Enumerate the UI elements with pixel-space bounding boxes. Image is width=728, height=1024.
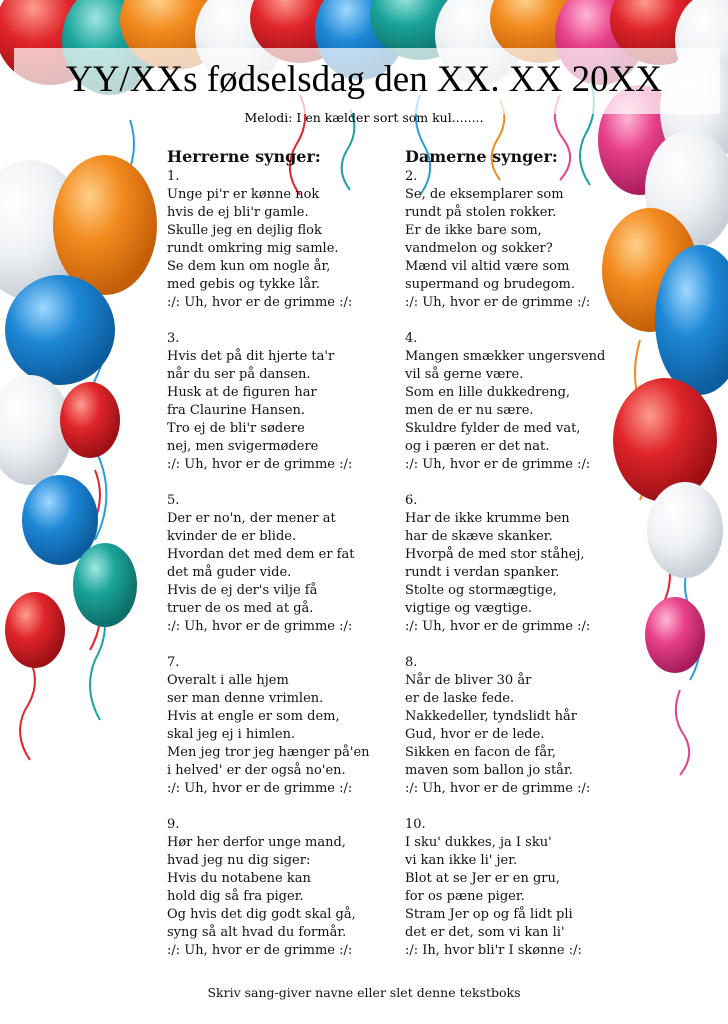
men-heading: Herrerne synger:	[167, 147, 321, 166]
verse-line: Er de ikke bare som,	[405, 223, 542, 238]
verse-number: 4.	[405, 331, 418, 346]
verse-line: vandmelon og sokker?	[405, 241, 553, 256]
verse-spacer	[405, 636, 635, 654]
verse-line: syng så alt hvad du formår.	[167, 925, 347, 940]
verse-line: og i pæren er det nat.	[405, 439, 550, 454]
verse-line: når du ser på dansen.	[167, 367, 311, 382]
verse-line: :/: Uh, hvor er de grimme :/:	[167, 457, 353, 472]
verse-spacer	[405, 312, 635, 330]
verse-line: for os pæne piger.	[405, 889, 525, 904]
red-balloon-icon	[60, 382, 120, 458]
verse-line: :/: Uh, hvor er de grimme :/:	[405, 295, 591, 310]
orange-balloon-icon	[53, 155, 157, 295]
verse-line: :/: Uh, hvor er de grimme :/:	[167, 943, 353, 958]
verse-line: Skuldre fylder de med vat,	[405, 421, 581, 436]
verse	[405, 816, 635, 960]
verse-number: 2.	[405, 169, 418, 184]
verse-line: rundt i verdan spanker.	[405, 565, 560, 580]
verse-line: hvis de ej bli'r gamle.	[167, 205, 309, 220]
verse-line: Blot at se Jer er en gru,	[405, 871, 561, 886]
verse-spacer	[167, 474, 397, 492]
verse-line: med gebis og tykke lår.	[167, 277, 321, 292]
verse-line: Overalt i alle hjem	[167, 673, 289, 688]
verse-line: Unge pi'r er kønne nok	[167, 187, 320, 202]
verse	[167, 492, 397, 636]
verse-number: 10.	[405, 817, 426, 832]
verse-line: nej, men svigermødere	[167, 439, 319, 454]
verse-line: Mænd vil altid være som	[405, 259, 570, 274]
verse-spacer	[167, 312, 397, 330]
verse-line: Hvis det på dit hjerte ta'r	[167, 349, 335, 364]
verse-line: Stolte og stormægtige,	[405, 583, 557, 598]
verse-spacer	[167, 636, 397, 654]
verse-line: Mangen smækker ungersvend	[405, 349, 606, 364]
verse	[167, 654, 397, 798]
men-verses	[167, 168, 397, 960]
verse-line: Nakkedeller, tyndslidt hår	[405, 709, 577, 724]
verse-line: hvad jeg nu dig siger:	[167, 853, 311, 868]
verse	[167, 816, 397, 960]
verse-line: Har de ikke krumme ben	[405, 511, 570, 526]
verse-spacer	[405, 474, 635, 492]
verse-line: Men jeg tror jeg hænger på'en	[167, 745, 370, 760]
verse-line: er de laske fede.	[405, 691, 515, 706]
verse	[405, 330, 635, 474]
verse-line: har de skæve skanker.	[405, 529, 553, 544]
verse-line: Husk at de figuren har	[167, 385, 317, 400]
women-verses	[405, 168, 635, 960]
verse-number: 9.	[167, 817, 180, 832]
verse-line: i helved' er der også no'en.	[167, 763, 346, 778]
verse-line: rundt omkring mig samle.	[167, 241, 339, 256]
verse-line: Hvis at engle er som dem,	[167, 709, 340, 724]
verse-line: supermand og brudegom.	[405, 277, 575, 292]
verse-line: Se, de eksemplarer som	[405, 187, 564, 202]
verse-number: 3.	[167, 331, 180, 346]
verse-line: men de er nu sære.	[405, 403, 534, 418]
verse-line: vi kan ikke li' jer.	[405, 853, 518, 868]
verse	[405, 168, 635, 312]
verse-line: kvinder de er blide.	[167, 529, 297, 544]
verse-line: Hvordan det med dem er fat	[167, 547, 355, 562]
verse-line: :/: Uh, hvor er de grimme :/:	[405, 457, 591, 472]
verse-number: 8.	[405, 655, 418, 670]
verse-line: vil så gerne være.	[405, 367, 524, 382]
verse-line: Se dem kun om nogle år,	[167, 259, 331, 274]
verse-line: Som en lille dukkedreng,	[405, 385, 571, 400]
verse-line: truer de os med at gå.	[167, 601, 314, 616]
verse-line: Hvis de ej der's vilje få	[167, 583, 318, 598]
verse-line: :/: Ih, hvor bli'r I skønne :/:	[405, 943, 582, 958]
verse-spacer	[405, 798, 635, 816]
verse-line: det er det, som vi kan li'	[405, 925, 565, 940]
verse-spacer	[167, 798, 397, 816]
women-heading: Damerne synger:	[405, 147, 558, 166]
teal-balloon-icon	[73, 543, 137, 627]
verse-line: :/: Uh, hvor er de grimme :/:	[167, 295, 353, 310]
verse-line: Tro ej de bli'r sødere	[167, 421, 305, 436]
verse-line: hold dig så fra piger.	[167, 889, 304, 904]
melody-line: Melodi: I en kælder sort som kul........	[244, 110, 484, 125]
verse-line: Hør her derfor unge mand,	[167, 835, 346, 850]
verse-line: Hvis du notabene kan	[167, 871, 311, 886]
verse	[405, 492, 635, 636]
verse-line: rundt på stolen rokker.	[405, 205, 557, 220]
verse-line: :/: Uh, hvor er de grimme :/:	[405, 619, 591, 634]
women-column	[405, 146, 635, 960]
verse-line: :/: Uh, hvor er de grimme :/:	[167, 619, 353, 634]
verse-number: 5.	[167, 493, 180, 508]
verse-line: skal jeg ej i himlen.	[167, 727, 296, 742]
verse-line: vigtige og vægtige.	[405, 601, 533, 616]
verse-line: Skulle jeg en dejlig flok	[167, 223, 322, 238]
verse-line: Og hvis det dig godt skal gå,	[167, 907, 356, 922]
verse-line: :/: Uh, hvor er de grimme :/:	[405, 781, 591, 796]
verse-line: Når de bliver 30 år	[405, 673, 532, 688]
verse-line: maven som ballon jo står.	[405, 763, 573, 778]
verse-number: 1.	[167, 169, 180, 184]
verse-line: Sikken en facon de får,	[405, 745, 557, 760]
verse-line: :/: Uh, hvor er de grimme :/:	[167, 781, 353, 796]
men-column	[167, 146, 397, 960]
verse-number: 7.	[167, 655, 180, 670]
page-title: YY/XXs fødselsdag den XX. XX 20XX	[65, 59, 663, 100]
verse-line: Hvorpå de med stor ståhej,	[405, 547, 585, 562]
verse-line: Gud, hvor er de lede.	[405, 727, 545, 742]
verse-line: I sku' dukkes, ja I sku'	[405, 835, 552, 850]
footer-note: Skriv sang-giver navne eller slet denne tekstboks	[207, 985, 521, 1000]
verse-number: 6.	[405, 493, 418, 508]
verse-line: det må guder vide.	[167, 565, 292, 580]
verse-line: ser man denne vrimlen.	[167, 691, 324, 706]
verse-line: Der er no'n, der mener at	[167, 511, 336, 526]
verse	[405, 654, 635, 798]
verse-line: Stram Jer op og få lidt pli	[405, 907, 573, 922]
verse	[167, 330, 397, 474]
verse-line: fra Claurine Hansen.	[167, 403, 306, 418]
white-balloon-icon	[647, 482, 723, 578]
verse	[167, 168, 397, 312]
left-balloons	[0, 155, 157, 668]
